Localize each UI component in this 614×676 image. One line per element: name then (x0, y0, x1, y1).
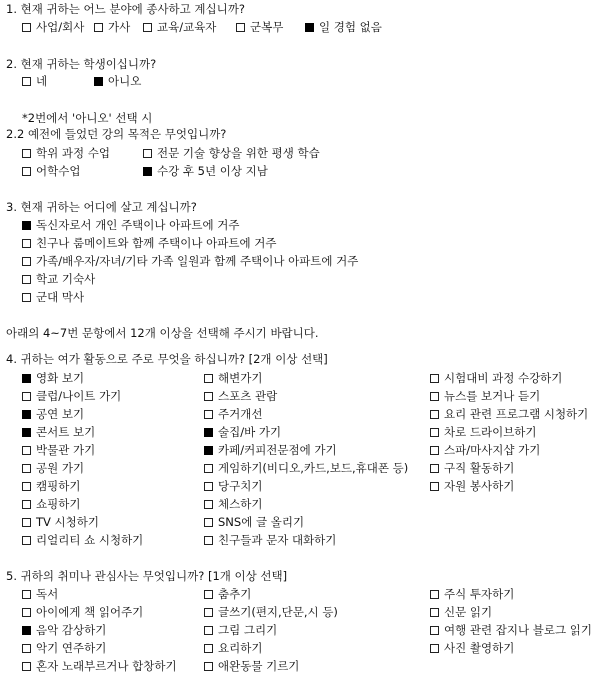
q4-option[interactable] (204, 514, 304, 530)
option-label: 체스하기 (218, 497, 263, 511)
checkbox-icon (22, 428, 31, 437)
option-label: 친구나 룸메이트와 함께 주택이나 아파트에 거주 (36, 236, 277, 250)
q4-option[interactable] (430, 370, 562, 386)
q2-option[interactable] (22, 73, 47, 89)
option-label: 독신자로서 개인 주택이나 아파트에 거주 (36, 218, 240, 232)
q1-option[interactable] (305, 19, 382, 35)
checkbox-icon (204, 446, 213, 455)
option-label: 친구들과 문자 대화하기 (218, 533, 337, 547)
q2-2-option[interactable] (143, 163, 268, 179)
q5-option[interactable] (430, 586, 514, 602)
checkbox-icon (22, 239, 31, 248)
checkbox-icon (430, 590, 439, 599)
q3-option[interactable] (22, 253, 358, 269)
checkbox-icon (22, 518, 31, 527)
q2-2-option[interactable] (22, 163, 80, 179)
checkbox-icon (430, 392, 439, 401)
checkbox-icon (22, 608, 31, 617)
checkbox-icon (22, 293, 31, 302)
checkbox-icon (430, 374, 439, 383)
q2-2-option[interactable] (22, 145, 110, 161)
option-label: 주식 투자하기 (444, 587, 515, 601)
q1-option[interactable] (143, 19, 216, 35)
q4-option[interactable] (22, 442, 95, 458)
q5-option[interactable] (22, 658, 177, 674)
checkbox-icon (22, 446, 31, 455)
option-label: 사진 촬영하기 (444, 641, 515, 655)
checkbox-icon (22, 644, 31, 653)
checkbox-icon (204, 482, 213, 491)
q1-question: 1. 현재 귀하는 어느 분야에 종사하고 계십니까? (6, 2, 245, 16)
option-label: 수강 후 5년 이상 지남 (157, 164, 268, 178)
checkbox-icon (430, 644, 439, 653)
option-label: 뉴스를 보거나 듣기 (444, 389, 541, 403)
checkbox-icon (204, 644, 213, 653)
option-label: 혼자 노래부르거나 합창하기 (36, 659, 177, 673)
checkbox-icon (236, 23, 245, 32)
option-label: 교육/교육자 (157, 20, 217, 34)
option-label: 영화 보기 (36, 371, 85, 385)
q5-option[interactable] (204, 622, 277, 638)
option-label: 그림 그리기 (218, 623, 278, 637)
checkbox-icon (94, 23, 103, 32)
q2-2-note: *2번에서 '아니오' 선택 시 (22, 111, 153, 125)
checkbox-icon (22, 536, 31, 545)
checkbox-icon (22, 257, 31, 266)
q4-option[interactable] (22, 424, 95, 440)
q5-option[interactable] (430, 604, 492, 620)
checkbox-icon (22, 149, 31, 158)
checkbox-icon (22, 590, 31, 599)
checkbox-icon (22, 374, 31, 383)
q2-option[interactable] (94, 73, 141, 89)
checkbox-icon (204, 626, 213, 635)
q5-option[interactable] (22, 586, 58, 602)
q5-option[interactable] (204, 604, 338, 620)
q4-option[interactable] (430, 424, 537, 440)
checkbox-icon (204, 392, 213, 401)
option-label: 여행 관련 잡지나 블로그 읽기 (444, 623, 592, 637)
option-label: 학위 과정 수업 (36, 146, 110, 160)
q4-option[interactable] (204, 442, 337, 458)
q5-option[interactable] (22, 640, 106, 656)
option-label: 글쓰기(편지,단문,시 등) (218, 605, 338, 619)
option-label: 사업/회사 (36, 20, 85, 34)
q4-question: 4. 귀하는 여가 활동으로 주로 무엇을 하십니까? [2개 이상 선택] (6, 352, 328, 366)
checkbox-icon (204, 662, 213, 671)
checkbox-icon (22, 275, 31, 284)
option-label: 쇼핑하기 (36, 497, 81, 511)
q5-question: 5. 귀하의 취미나 관심사는 무엇입니까? [1개 이상 선택] (6, 569, 288, 583)
q5-option[interactable] (430, 622, 592, 638)
checkbox-icon (94, 77, 103, 86)
checkbox-icon (430, 446, 439, 455)
q5-option[interactable] (430, 640, 514, 656)
q3-option[interactable] (22, 271, 95, 287)
q4-option[interactable] (204, 460, 408, 476)
checkbox-icon (430, 608, 439, 617)
option-label: 군복무 (250, 20, 284, 34)
option-label: SNS에 글 올리기 (218, 515, 305, 529)
option-label: 클럽/나이트 가기 (36, 389, 122, 403)
checkbox-icon (22, 626, 31, 635)
checkbox-icon (143, 167, 152, 176)
q4-option[interactable] (204, 478, 262, 494)
option-label: 게임하기(비디오,카드,보드,휴대폰 등) (218, 461, 409, 475)
checkbox-icon (305, 23, 314, 32)
q4-option[interactable] (22, 532, 143, 548)
q4-option[interactable] (22, 496, 80, 512)
checkbox-icon (204, 518, 213, 527)
option-label: 독서 (36, 587, 59, 601)
option-label: TV 시청하기 (36, 515, 99, 529)
q3-option[interactable] (22, 235, 276, 251)
q4-option[interactable] (22, 370, 84, 386)
checkbox-icon (204, 590, 213, 599)
option-label: 춤추기 (218, 587, 252, 601)
option-label: 전문 기술 향상을 위한 평생 학습 (157, 146, 320, 160)
option-label: 차로 드라이브하기 (444, 425, 537, 439)
q4-option[interactable] (430, 478, 514, 494)
option-label: 리얼리티 쇼 시청하기 (36, 533, 144, 547)
option-label: 가사 (108, 20, 131, 34)
option-label: 일 경험 없음 (319, 20, 382, 34)
option-label: 박물관 가기 (36, 443, 96, 457)
option-label: 음악 감상하기 (36, 623, 107, 637)
checkbox-icon (22, 77, 31, 86)
q4-option[interactable] (204, 406, 262, 422)
option-label: 캠핑하기 (36, 479, 81, 493)
option-label: 요리 관련 프로그램 시청하기 (444, 407, 589, 421)
option-label: 스파/마사지샵 가기 (444, 443, 541, 457)
checkbox-icon (204, 608, 213, 617)
q3-question: 3. 현재 귀하는 어디에 살고 계십니까? (6, 200, 197, 214)
checkbox-icon (22, 392, 31, 401)
option-label: 당구치기 (218, 479, 263, 493)
q1-option[interactable] (94, 19, 130, 35)
option-label: 주거개선 (218, 407, 263, 421)
q4-option[interactable] (22, 388, 121, 404)
option-label: 해변가기 (218, 371, 263, 385)
q4-option[interactable] (430, 388, 540, 404)
q5-option[interactable] (204, 640, 262, 656)
q4-option[interactable] (22, 460, 84, 476)
q4-option[interactable] (22, 514, 99, 530)
q3-option[interactable] (22, 217, 239, 233)
checkbox-icon (22, 464, 31, 473)
q4-option[interactable] (430, 406, 588, 422)
q4-option[interactable] (204, 532, 336, 548)
checkbox-icon (22, 482, 31, 491)
checkbox-icon (22, 221, 31, 230)
checkbox-icon (204, 536, 213, 545)
option-label: 콘서트 보기 (36, 425, 96, 439)
q5-option[interactable] (22, 622, 106, 638)
checkbox-icon (204, 428, 213, 437)
checkbox-icon (22, 23, 31, 32)
q4-option[interactable] (430, 460, 514, 476)
checkbox-icon (22, 662, 31, 671)
option-label: 네 (36, 74, 48, 88)
q5-option[interactable] (22, 604, 143, 620)
q4-option[interactable] (204, 370, 262, 386)
option-label: 술집/바 가기 (218, 425, 282, 439)
checkbox-icon (22, 500, 31, 509)
q2-question: 2. 현재 귀하는 학생이십니까? (6, 57, 157, 71)
option-label: 시험대비 과정 수강하기 (444, 371, 563, 385)
q1-option[interactable] (236, 19, 283, 35)
q4-option[interactable] (22, 478, 80, 494)
option-label: 요리하기 (218, 641, 263, 655)
checkbox-icon (143, 23, 152, 32)
q2-2-question: 2.2 예전에 들었던 강의 목적은 무엇입니까? (6, 127, 227, 141)
q4-option[interactable] (430, 442, 540, 458)
option-label: 악기 연주하기 (36, 641, 107, 655)
q4-option[interactable] (22, 406, 84, 422)
q4-option[interactable] (204, 424, 281, 440)
checkbox-icon (143, 149, 152, 158)
q5-option[interactable] (204, 658, 299, 674)
checkbox-icon (204, 410, 213, 419)
q5-option[interactable] (204, 586, 251, 602)
checkbox-icon (430, 482, 439, 491)
checkbox-icon (430, 464, 439, 473)
option-label: 자원 봉사하기 (444, 479, 515, 493)
checkbox-icon (22, 167, 31, 176)
checkbox-icon (22, 410, 31, 419)
checkbox-icon (204, 464, 213, 473)
q3-option[interactable] (22, 289, 84, 305)
q2-2-option[interactable] (143, 145, 320, 161)
q4-option[interactable] (204, 496, 262, 512)
option-label: 아이에게 책 읽어주기 (36, 605, 144, 619)
option-label: 구직 활동하기 (444, 461, 515, 475)
checkbox-icon (204, 500, 213, 509)
q1-option[interactable] (22, 19, 84, 35)
option-label: 카페/커피전문점에 가기 (218, 443, 337, 457)
option-label: 공연 보기 (36, 407, 85, 421)
option-label: 신문 읽기 (444, 605, 493, 619)
option-label: 군대 막사 (36, 290, 85, 304)
option-label: 학교 기숙사 (36, 272, 96, 286)
option-label: 아니오 (108, 74, 142, 88)
checkbox-icon (430, 428, 439, 437)
option-label: 스포츠 관람 (218, 389, 278, 403)
option-label: 어학수업 (36, 164, 81, 178)
option-label: 공원 가기 (36, 461, 85, 475)
checkbox-icon (430, 626, 439, 635)
checkbox-icon (430, 410, 439, 419)
option-label: 애완동물 기르기 (218, 659, 300, 673)
checkbox-icon (204, 374, 213, 383)
instruction-text: 아래의 4~7번 문항에서 12개 이상을 선택해 주시기 바랍니다. (6, 326, 319, 340)
option-label: 가족/배우자/자녀/기타 가족 일원과 함께 주택이나 아파트에 거주 (36, 254, 359, 268)
q4-option[interactable] (204, 388, 277, 404)
